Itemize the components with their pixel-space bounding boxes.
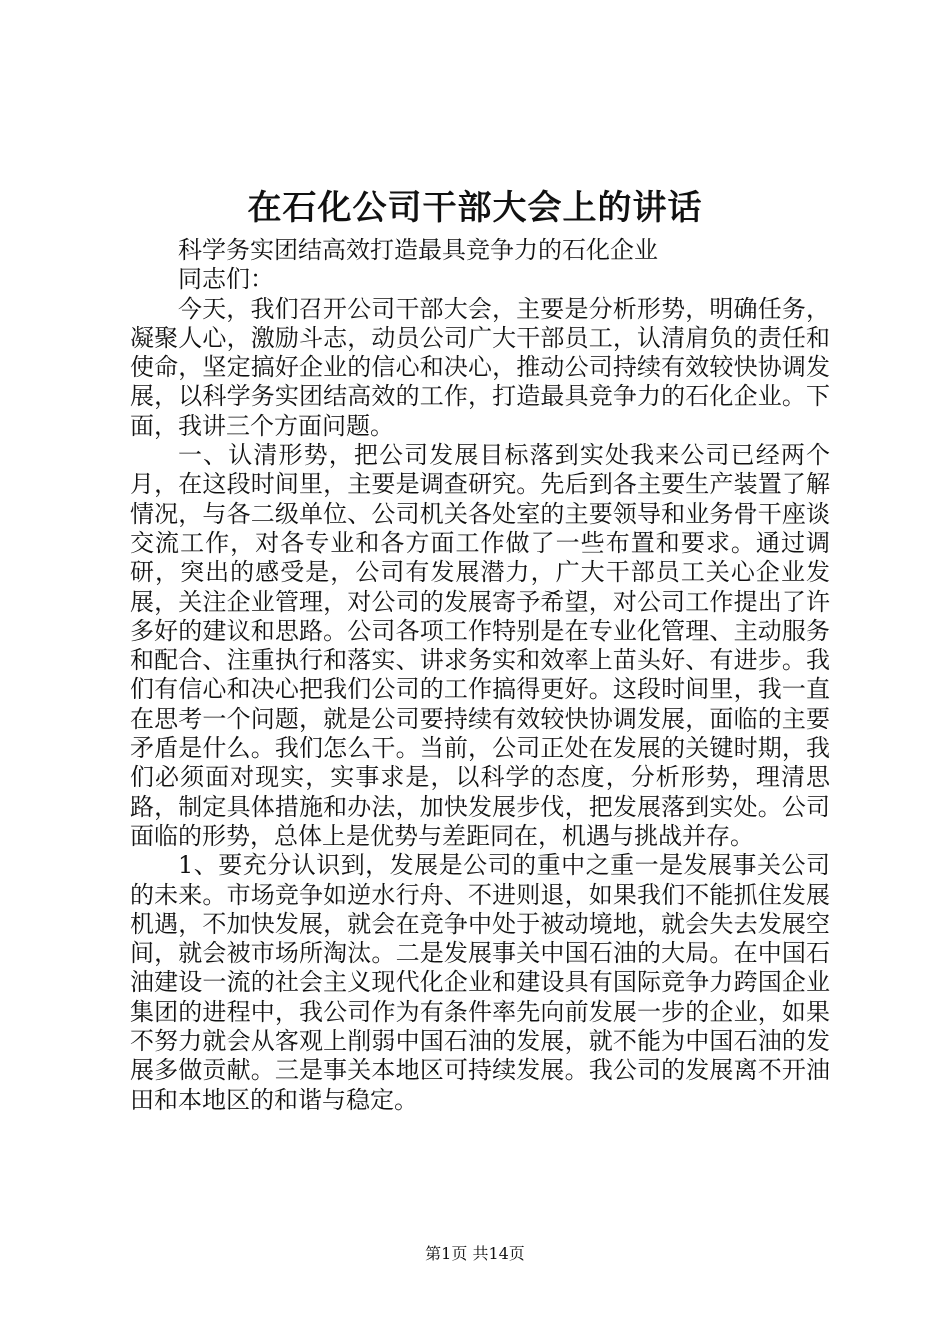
body-paragraph: 1、要充分认识到，发展是公司的重中之重一是发展事关公司的未来。市场竞争如逆水行舟、不进则退，如果我们不能抓住发展机遇，不加快发展，就会在竞争中处于被动境地，就会失去发展空间，就会被市场所淘汰。二是发展事关中国石油的大局。在中国石油建设一流的社会主义现代化企业和建设具有国际竞争力跨国企业集团的进程中，我公司作为有条件率先向前发展一步的企业，如果不努力就会从客观上削弱中国石油的发展，就不能为中国石油的发展多做贡献。三是事关本地区可持续发展。我公司的发展离不开油田和本地区的和谐与稳定。 bbox=[130, 851, 830, 1114]
salutation-paragraph: 同志们： bbox=[178, 265, 274, 294]
subtitle-paragraph: 科学务实团结高效打造最具竞争力的石化企业 bbox=[178, 236, 658, 264]
document-body bbox=[130, 236, 830, 1115]
body-paragraph: 今天，我们召开公司干部大会，主要是分析形势，明确任务，凝聚人心，激励斗志，动员公司广大干部员工，认清肩负的责任和使命，坚定搞好企业的信心和决心，推动公司持续有效较快协调发展，以科学务实团结高效的工作，打造最具竞争力的石化企业。下面，我讲三个方面问题。 bbox=[130, 294, 830, 440]
page-number-footer: 第1页 共14页 bbox=[425, 1244, 525, 1263]
body-paragraph: 一、认清形势，把公司发展目标落到实处我来公司已经两个月，在这段时间里，主要是调查研究。先后到各主要生产装置了解情况，与各二级单位、公司机关各处室的主要领导和业务骨干座谈交流工作，对各专业和各方面工作做了一些布置和要求。通过调研，突出的感受是，公司有发展潜力，广大干部员工关心企业发展，关注企业管理，对公司的发展寄予希望，对公司工作提出了许多好的建议和思路。公司各项工作特别是在专业化管理、主动服务和配合、注重执行和落实、讲求务实和效率上苗头好、有进步。我们有信心和决心把我们公司的工作搞得更好。这段时间里，我一直在思考一个问题，就是公司要持续有效较快协调发展，面临的主要矛盾是什么。我们怎么干。当前，公司正处在发展的关键时期，我们必须面对现实，实事求是，以科学的态度，分析形势，理清思路，制定具体措施和办法，加快发展步伐，把发展落到实处。公司面临的形势，总体上是优势与差距同在，机遇与挑战并存。 bbox=[130, 441, 830, 850]
document-title: 在石化公司干部大会上的讲话 bbox=[247, 188, 703, 228]
